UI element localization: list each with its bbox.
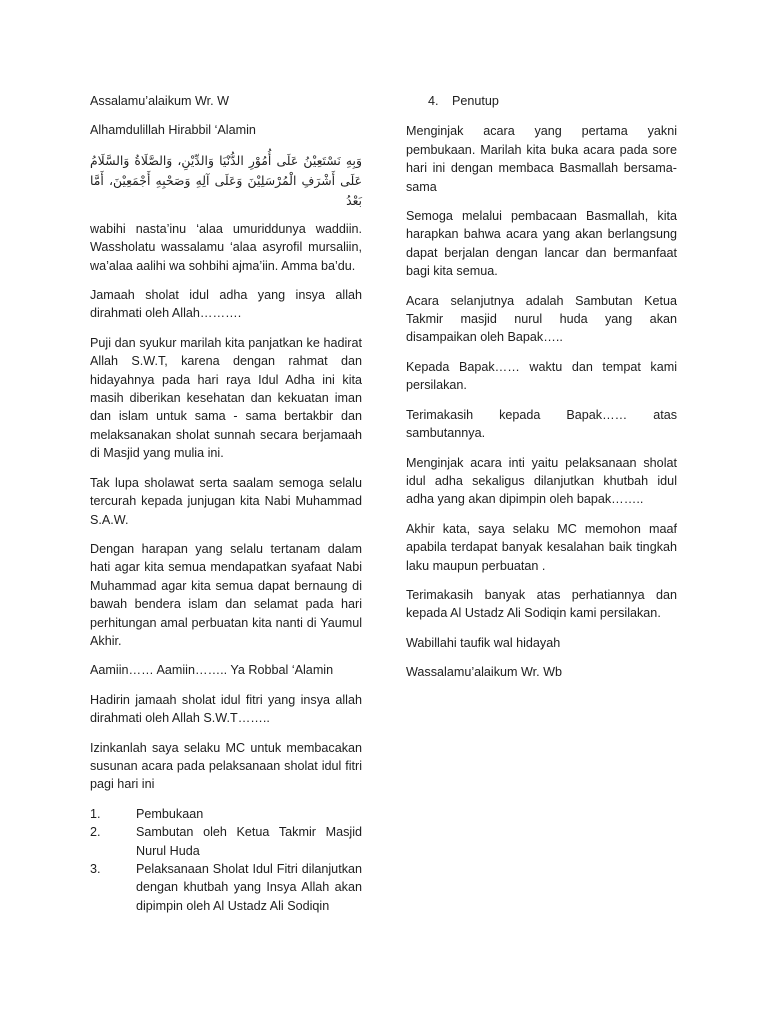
list-item-text: Sambutan oleh Ketua Takmir Masjid Nurul Huda bbox=[136, 825, 362, 858]
paragraph-basmallah: Semoga melalui pembacaan Basmallah, kita harapkan bahwa acara yang akan berlangsung dapat berjalan dengan lancar dan bermanfaat bagi kita semua. bbox=[406, 209, 677, 279]
arabic-prayer: وَبِهِ نَسْتَعِيْنُ عَلَى أُمُوْرِ الدُّنْيَا وَالدِّيْنِ، وَالصَّلَاةُ وَالسَّلَامُ عَلَى أَشْرَفِ الْمُرْسَلِيْنَ وَعَلَى آلِهِ وَصَحْبِهِ أَجْمَعِيْنَ، أَمَّا بَعْدُ bbox=[90, 152, 362, 208]
paragraph-wabillahi: Wabillahi taufik wal hidayah bbox=[406, 635, 561, 650]
paragraph-hadirin: Hadirin jamaah sholat idul fitri yang insya allah dirahmati oleh Allah S.W.T…….. bbox=[90, 692, 362, 726]
section-heading bbox=[406, 92, 677, 110]
list-item-number: 3. bbox=[90, 862, 101, 876]
paragraph-salam-penutup: Wassalamu’alaikum Wr. Wb bbox=[406, 665, 563, 680]
right-column bbox=[406, 92, 677, 693]
paragraph-terimakasih-sambutan: Terimakasih kepada Bapak…… atas sambutannya. bbox=[406, 407, 677, 441]
list-item bbox=[90, 860, 362, 915]
left-column bbox=[90, 92, 362, 915]
list-item-text: Pembukaan bbox=[136, 806, 204, 821]
list-item-text: Pelaksanaan Sholat Idul Fitri dilanjutkan dengan khutbah yang Insya Allah akan dipimpin oleh Al Ustadz Ali Sodiqin bbox=[136, 862, 362, 913]
paragraph-pembukaan: Menginjak acara yang pertama yakni pembukaan. Marilah kita buka acara pada sore hari ini dengan membaca Basmallah bersama-sama bbox=[406, 124, 677, 194]
agenda-list bbox=[90, 805, 362, 915]
paragraph-acara-inti: Menginjak acara inti yaitu pelaksanaan sholat idul adha sekaligus dilanjutkan khutbah idul adha yang akan dipimpin oleh bapak…….. bbox=[406, 455, 677, 507]
paragraph-puji-syukur: Puji dan syukur marilah kita panjatkan ke hadirat Allah S.W.T, karena dengan rahmat dan hidayahnya pada hari raya Idul Adha ini kita masih diberikan kesehatan dan kekuatan iman dan islam untuk sama - sama bertakbir dan melaksanakan sholat sunnah secara berjamaah di Masjid yang mulia ini. bbox=[90, 335, 362, 461]
list-item-number: 1. bbox=[90, 806, 101, 821]
paragraph-akhir-kata: Akhir kata, saya selaku MC memohon maaf apabila terdapat banyak kesalahan baik tingkah laku maupun perbuatan . bbox=[406, 521, 677, 573]
paragraph-harapan: Dengan harapan yang selalu tertanam dalam hati agar kita semua mendapatkan syafaat Nabi Muhammad agar kita semua dapat bernaung di bawah bendera islam dan selamat pada hari perhitungan amal perbuatan kita nanti di Yaumul Akhir. bbox=[90, 541, 362, 648]
paragraph-sholawat: Tak lupa sholawat serta saalam semoga selalu tercurah kepada junjugan kita Nabi Muhammad S.A.W. bbox=[90, 475, 362, 527]
transliteration: wabihi nasta’inu ‘alaa umuriddunya waddiin. Wassholatu wassalamu ‘alaa asyrofil mursaliin, wa’alaa aalihi wa sohbihi ajma’iin. Amma ba’du. bbox=[90, 221, 362, 273]
paragraph-terimakasih-perhatian: Terimakasih banyak atas perhatiannya dan kepada Al Ustadz Ali Sodiqin kami persilakan. bbox=[406, 587, 677, 621]
section-heading-text: Penutup bbox=[452, 94, 499, 108]
greeting: Assalamu’alaikum Wr. W bbox=[90, 94, 230, 108]
paragraph-persilakan: Kepada Bapak…… waktu dan tempat kami persilakan. bbox=[406, 359, 677, 393]
hamdalah: Alhamdulillah Hirabbil ‘Alamin bbox=[90, 123, 256, 138]
paragraph-sambutan: Acara selanjutnya adalah Sambutan Ketua Takmir masjid nurul huda yang akan disampaikan oleh Bapak….. bbox=[406, 293, 677, 345]
paragraph-aamiin: Aamiin…… Aamiin…….. Ya Robbal ‘Alamin bbox=[90, 663, 334, 678]
section-heading-number: 4. bbox=[428, 94, 439, 108]
list-item bbox=[90, 823, 362, 860]
paragraph-jamaah: Jamaah sholat idul adha yang insya allah dirahmati oleh Allah………. bbox=[90, 288, 362, 321]
list-item-number: 2. bbox=[90, 825, 101, 840]
paragraph-izinkan: Izinkanlah saya selaku MC untuk membacakan susunan acara pada pelaksanaan sholat idul fitri pagi hari ini bbox=[90, 740, 362, 792]
list-item bbox=[90, 805, 362, 823]
